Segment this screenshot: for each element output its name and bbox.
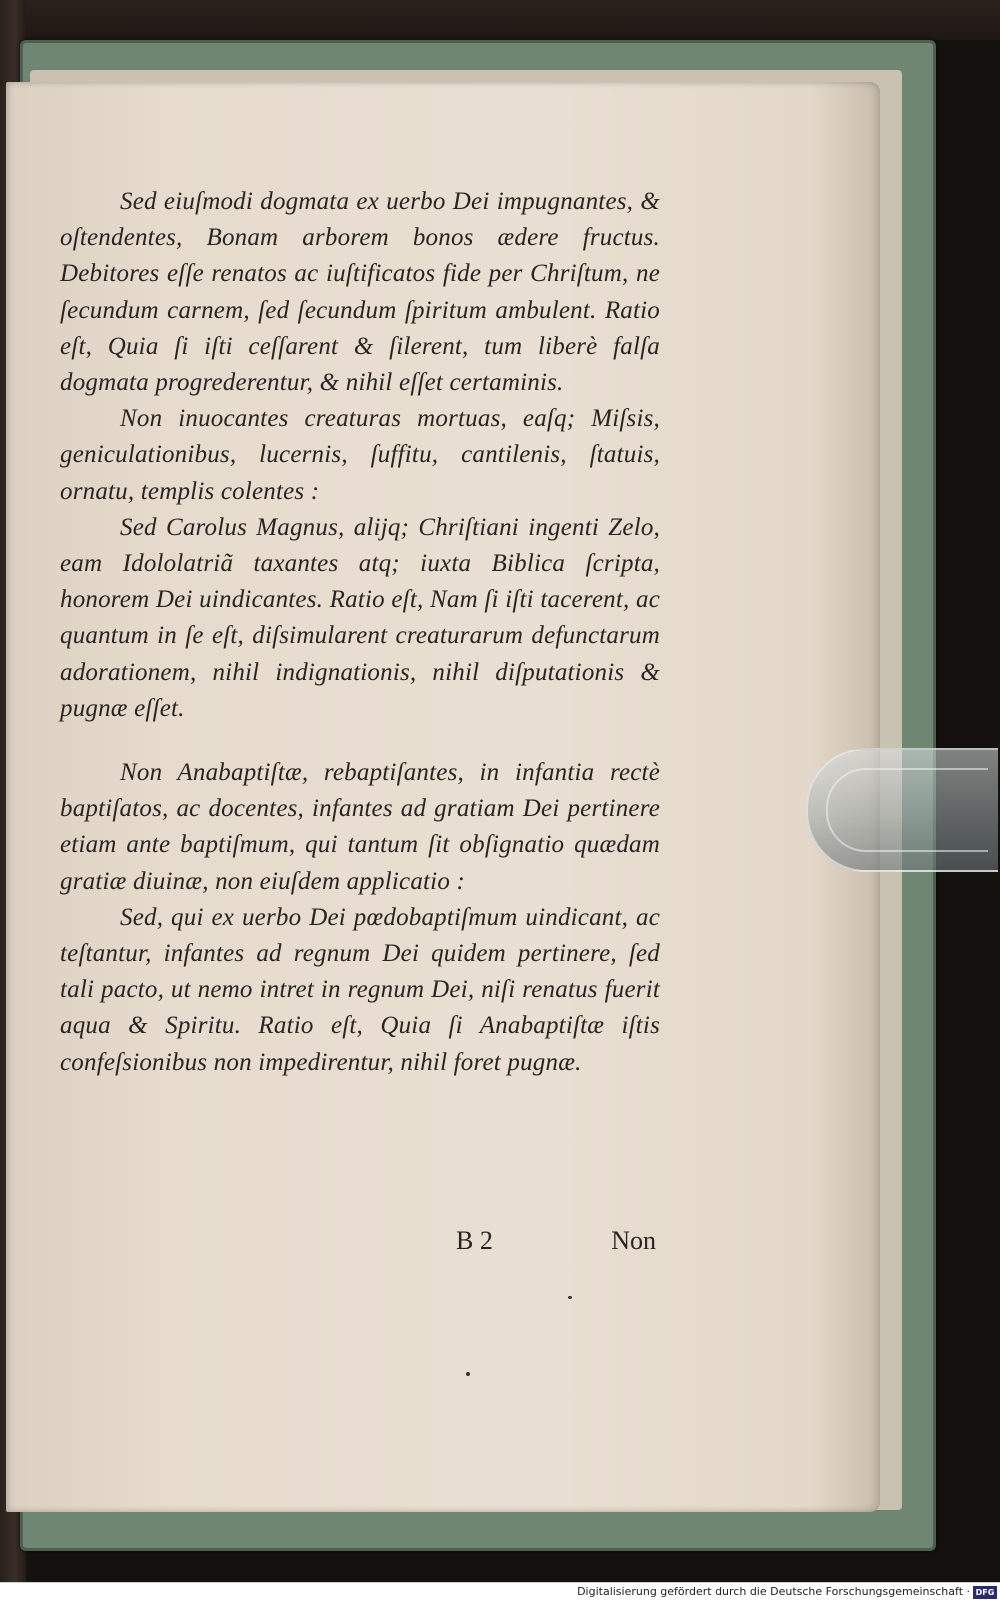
clip-inner-loop [826,768,988,852]
catchword: Non [611,1226,656,1255]
page-footer [446,1226,656,1266]
page-holder-clip [806,748,998,872]
paragraph-5: Sed, qui ex uerbo Dei pœdobaptiſmum uindicant, ac teſtantur, infantes ad regnum Dei quidem pertinere, ſed tali pacto, ut nemo intret in regnum Dei, niſi renatus fuerit aqua & Spiritu. Ratio eſt, Quia ſi Anabaptiſtæ iſtis confeſsionibus non impedirentur, nihil foret pugnæ. [60,903,660,1076]
paragraph-3: Sed Carolus Magnus, alijq; Chriſtiani ingenti Zelo, eam Idololatriã taxantes atq; iuxta Biblica ſcripta, honorem Dei uindicantes. Ratio eſt, Nam ſi iſti tacerent, ac quantum in ſe eſt, diſsimularent creaturarum defunctarum adorationem, nihil indignationis, nihil diſputationis & pugnæ eſſet. [60,513,660,722]
paragraph-4: Non Anabaptiſtæ, rebaptiſantes, in infantia rectè baptiſatos, ac docentes, infantes ad gratiam Dei pertinere etiam ante baptiſmum, qui tantum ſit obſignatio quædam gratiæ diuinæ, non eiuſdem applicatio : [60,759,660,895]
funding-credit: Digitalisierung gefördert durch die Deutsche Forschungsgemeinschaft · [577,1585,970,1598]
credit-bar [0,1582,1000,1603]
signature-mark: B 2 [456,1226,493,1255]
paragraph-2: Non inuocantes creaturas mortuas, eaſq; Miſsis, geniculationibus, lucernis, ſuffitu, cantilenis, ſtatuis, ornatu, templis colentes : [60,405,660,505]
book-page [6,82,880,1512]
page-text-block [60,184,660,1081]
paragraph-1: Sed eiuſmodi dogmata ex uerbo Dei impugnantes, & oſtendentes, Bonam arborem bonos ædere fructus. Debitores eſſe renatos ac iuſtificatos fide per Chriſtum, ne ſecundum carnem, ſed ſecundum ſpiritum ambulent. Ratio eſt, Quia ſi iſti ceſſarent & ſilerent, tum liberè falſa dogmata progrederentur, & nihil eſſet certaminis. [60,188,660,397]
ink-speck [568,1296,572,1299]
dfg-logo-icon: DFG [973,1586,997,1599]
ink-speck [466,1372,470,1376]
board-shadow [26,0,1000,40]
